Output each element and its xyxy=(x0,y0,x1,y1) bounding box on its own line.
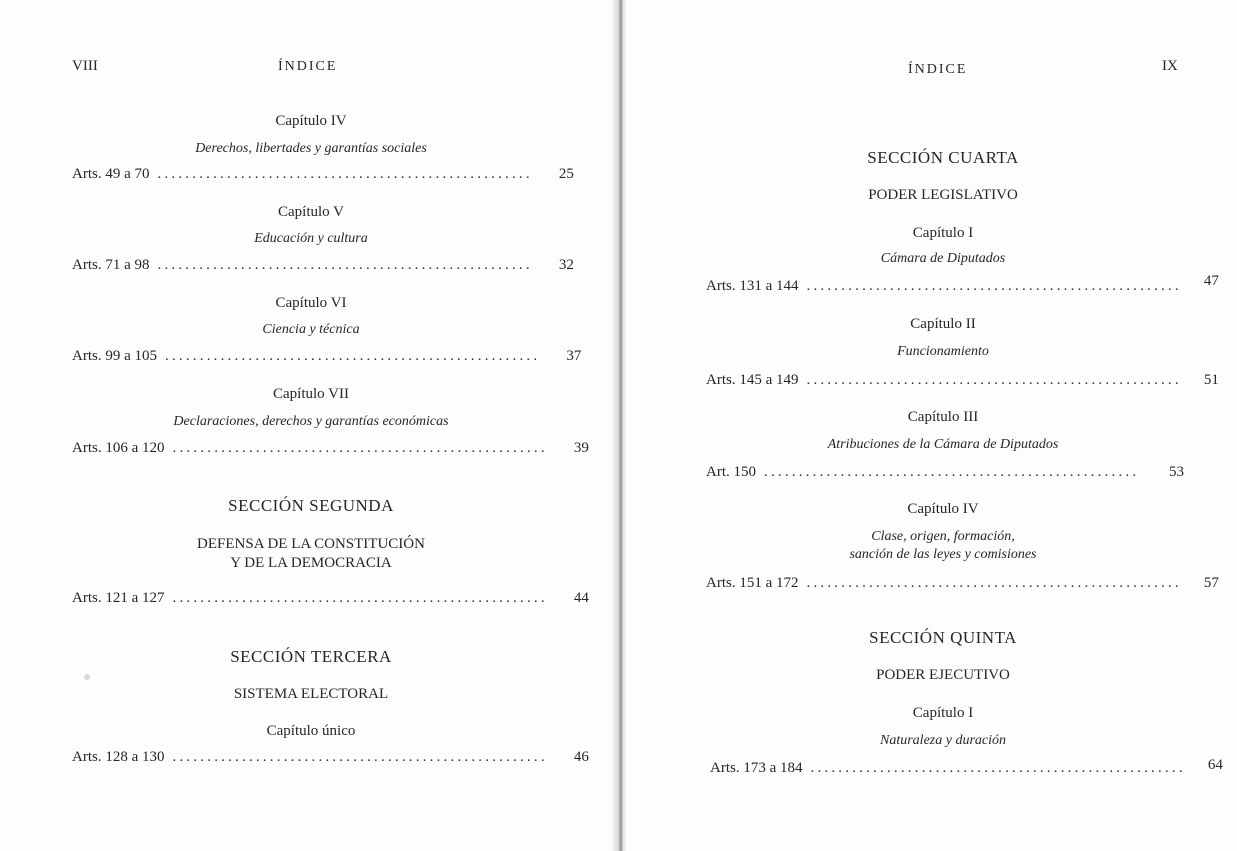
left-page xyxy=(0,0,618,851)
toc-entry-label: Arts. 145 a 149 xyxy=(706,372,799,388)
page-number-right: IX xyxy=(1162,58,1178,74)
section-heading-line: DEFENSA DE LA CONSTITUCIÓN xyxy=(197,536,425,552)
section-heading-line: Y DE LA DEMOCRACIA xyxy=(230,555,392,571)
section-title: SECCIÓN TERCERA xyxy=(230,647,392,666)
leader-dots: ...................................................... xyxy=(172,590,548,606)
chapter-subtitle-line: sanción de las leyes y comisiones xyxy=(849,547,1037,562)
toc-entry-label: Arts. 128 a 130 xyxy=(72,749,165,765)
leader-dots: ...................................................... xyxy=(172,749,548,765)
toc-page-number: 37 xyxy=(566,348,582,364)
toc-page-number: 47 xyxy=(1203,273,1219,289)
chapter-heading: Capítulo I xyxy=(912,705,974,721)
chapter-subtitle: Educación y cultura xyxy=(254,231,368,246)
chapter-subtitle: Naturaleza y duración xyxy=(880,733,1006,748)
toc-entry xyxy=(72,166,574,186)
running-title-right: ÍNDICE xyxy=(908,62,968,77)
chapter-heading: Capítulo V xyxy=(278,204,344,220)
toc-entry-label: Arts. 151 a 172 xyxy=(706,575,799,591)
chapter-heading: Capítulo I xyxy=(912,225,974,241)
leader-dots: ...................................................... xyxy=(764,464,1140,480)
leader-dots: ...................................................... xyxy=(157,257,533,273)
right-page xyxy=(626,0,1237,851)
toc-entry xyxy=(72,590,589,610)
toc-entry-label: Arts. 121 a 127 xyxy=(72,590,165,606)
toc-entry xyxy=(706,575,1219,595)
toc-page-number: 32 xyxy=(558,257,574,273)
chapter-subtitle: Atribuciones de la Cámara de Diputados xyxy=(827,437,1059,452)
chapter-heading: Capítulo VI xyxy=(275,295,347,311)
toc-page-number: 53 xyxy=(1169,464,1184,480)
leader-dots: ...................................................... xyxy=(165,348,541,364)
chapter-subtitle: Ciencia y técnica xyxy=(262,322,360,337)
toc-page-number: 25 xyxy=(558,166,574,182)
toc-page-number: 64 xyxy=(1207,757,1223,773)
toc-entry xyxy=(706,372,1219,392)
paper-speck xyxy=(84,674,90,680)
section-title: SECCIÓN SEGUNDA xyxy=(228,496,394,515)
toc-entry xyxy=(710,757,1223,780)
toc-entry-label: Arts. 71 a 98 xyxy=(72,257,150,273)
toc-page-number: 46 xyxy=(573,749,589,765)
section-heading: PODER EJECUTIVO xyxy=(876,667,1010,683)
toc-entry xyxy=(72,257,574,277)
toc-entry xyxy=(72,440,589,460)
toc-entry-label: Arts. 106 a 120 xyxy=(72,440,165,456)
toc-entry xyxy=(72,348,582,368)
chapter-heading: Capítulo IV xyxy=(275,113,347,129)
section-title: SECCIÓN CUARTA xyxy=(867,148,1019,167)
leader-dots: ...................................................... xyxy=(172,440,548,456)
toc-entry-label: Arts. 131 a 144 xyxy=(706,278,799,294)
toc-entry xyxy=(72,749,589,769)
chapter-heading: Capítulo II xyxy=(910,316,976,332)
leader-dots: ...................................................... xyxy=(157,166,533,182)
chapter-heading: Capítulo IV xyxy=(907,501,979,517)
toc-entry-label: Arts. 49 a 70 xyxy=(72,166,150,182)
leader-dots: ...................................................... xyxy=(806,278,1182,294)
running-title-left: ÍNDICE xyxy=(278,59,338,74)
chapter-subtitle: Cámara de Diputados xyxy=(880,251,1006,266)
chapter-heading: Capítulo único xyxy=(266,723,356,739)
toc-page-number: 51 xyxy=(1203,372,1219,388)
toc-page-number: 57 xyxy=(1203,575,1219,591)
chapter-heading: Capítulo VII xyxy=(273,386,349,402)
leader-dots: ...................................................... xyxy=(806,575,1182,591)
toc-entry-label: Arts. 173 a 184 xyxy=(710,760,803,776)
chapter-subtitle-line: Clase, origen, formación, xyxy=(871,529,1015,544)
toc-page-number: 44 xyxy=(573,590,589,606)
chapter-subtitle: Funcionamiento xyxy=(897,344,989,359)
chapter-subtitle: Derechos, libertades y garantías sociales xyxy=(195,141,427,156)
section-heading: SISTEMA ELECTORAL xyxy=(233,686,389,702)
leader-dots: ...................................................... xyxy=(806,372,1182,388)
section-heading: PODER LEGISLATIVO xyxy=(868,187,1018,203)
leader-dots: ...................................................... xyxy=(810,760,1186,776)
toc-page-number: 39 xyxy=(573,440,589,456)
chapter-heading: Capítulo III xyxy=(907,409,979,425)
toc-entry xyxy=(706,273,1219,298)
chapter-subtitle: Declaraciones, derechos y garantías económicas xyxy=(173,414,449,429)
page-number-left: VIII xyxy=(72,58,98,74)
section-title: SECCIÓN QUINTA xyxy=(869,628,1017,647)
toc-entry-label: Art. 150 xyxy=(706,464,756,480)
toc-entry-label: Arts. 99 a 105 xyxy=(72,348,157,364)
toc-entry xyxy=(706,464,1184,484)
